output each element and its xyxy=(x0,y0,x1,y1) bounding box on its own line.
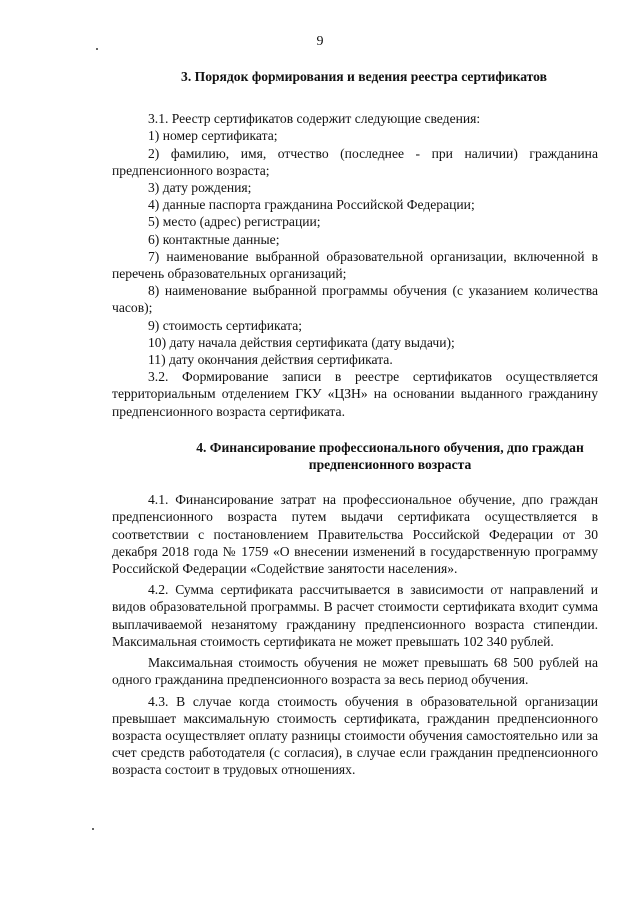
list-item: 4) данные паспорта гражданина Российской Федерации; xyxy=(148,197,475,213)
paragraph-4-3: 4.3. В случае когда стоимость обучения в образовательной организации превышает максимальную стоимость сертификата, гражданин предпенсионного возраста осуществляет оплату разницы стоимости обучения самостоятельно или за счет средств работодателя (с согласия), в случае если гражданин предпенсионного возраста состоит в трудовых отношениях. xyxy=(112,693,598,778)
list-item: 1) номер сертификата; xyxy=(148,128,278,144)
section-4-heading-line-2: предпенсионного возраста xyxy=(308,457,472,473)
paragraph-4-1: 4.1. Финансирование затрат на профессиональное обучение, дпо граждан предпенсионного возраста путем выдачи сертификата осуществляется в соответствии с постановлением Правительства Российской Федерации от 30 декабря 2018 года № 1759 «О внесении изменений в государственную программу Российской Федерации «Содействие занятости населения». xyxy=(112,492,598,577)
list-item: 7) наименование выбранной образовательной организации, включенной в перечень образовательных организаций; xyxy=(112,248,598,282)
section-4-heading xyxy=(112,439,598,473)
paragraph-4-2-continued: Максимальная стоимость обучения не может превышать 68 500 рублей на одного гражданина предпенсионного возраста за весь период обучения. xyxy=(112,655,598,688)
document-body xyxy=(112,68,598,779)
list-item: 10) дату начала действия сертификата (дату выдачи); xyxy=(148,334,455,350)
paragraph-4-2: 4.2. Сумма сертификата рассчитывается в зависимости от направлений и видов образовательной программы. В расчет стоимости сертификата входит сумма выплачиваемой незанятому гражданину предпенсионного возраста стипендии. Максимальная стоимость сертификата не может превышать 102 340 рублей. xyxy=(112,582,598,649)
page-number: 9 xyxy=(316,34,324,49)
paragraph-3-2: 3.2. Формирование записи в реестре сертификатов осуществляется территориальным отделением ГКУ «ЦЗН» на основании выданного гражданину предпенсионного возраста сертификата. xyxy=(112,369,598,419)
list-item: 11) дату окончания действия сертификата. xyxy=(148,352,393,368)
list-item: 5) место (адрес) регистрации; xyxy=(148,214,321,230)
list-item: 8) наименование выбранной программы обучения (с указанием количества часов); xyxy=(112,283,598,316)
section-3-heading: 3. Порядок формирования и ведения реестра сертификатов xyxy=(181,69,547,84)
list-item: 3) дату рождения; xyxy=(148,180,252,196)
list-item: 6) контактные данные; xyxy=(148,231,280,247)
section-4-heading-line-1: 4. Финансирование профессионального обучения, дпо граждан xyxy=(196,439,584,455)
list-item: 9) стоимость сертификата; xyxy=(148,317,303,333)
scan-speck xyxy=(96,48,98,50)
scan-speck xyxy=(92,828,94,830)
list-item: 2) фамилию, имя, отчество (последнее - при наличии) гражданина предпенсионного возраста; xyxy=(112,145,598,178)
paragraph-3-1: 3.1. Реестр сертификатов содержит следующие сведения: xyxy=(148,111,481,127)
